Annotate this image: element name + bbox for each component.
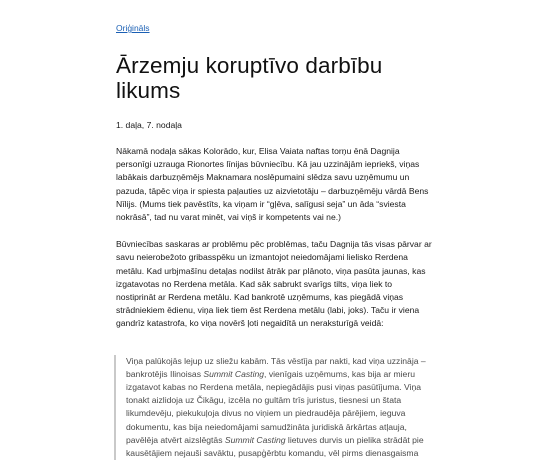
quote-italic-company-1: Summit Casting [203, 368, 265, 379]
chapter-subtitle: 1. daļa, 7. nodaļa [116, 120, 182, 130]
original-source-link[interactable]: Oriģināls [116, 23, 150, 33]
quote-text-part-1: Viņa palūkojās lejup uz sliežu kabām. Tās vēstīja par nakti, kad viņa uzzināja – bankrotējis Ilinoisas [126, 355, 426, 379]
paragraph-1: Nākamā nodaļa sākas Kolorādo, kur, Elisa Vaiata naftas torņu ēnā Dagnija personīgi uzrauga Rionortes līnijas būvniecību. Kā jau uzzinājām iepriekš, viņas labākais darbuzņēmējs Maknamara noslēpumaini slēdza savu uzņēmumu un pazuda, tāpēc viņa ir spiesta paļauties uz aizvietotāju – darbuzņēmēju vārdā Bens Nīlijs. (Mums tiek pavēstīts, ka viņam ir “gļēva, salīgusi seja” un āda “sviesta nokrāsā”, tad nu varat minēt, vai viņš ir kompetents vai ne.) [116, 146, 429, 223]
article-title: Ārzemju koruptīvo darbību likums [116, 53, 383, 103]
quote-text-part-2: , vienīgais uzņēmums, kas bija ar mieru izgatavot kabas no Rerdena metāla, nepiegādājis pusi viņas pasūtījuma. Viņa tonakt aizlidoja uz Čikāgu, izcēla no gultām trīs juristus, tiesnesi un štata likumdevēju, piekukuļoja divus no viņiem un piedraudēja pārējiem, ieguva dokumentu, kas bija neiedomājami samudžināta juridiskā ārkārtas atļauja, pavēlēja atvērt aizslēgtās [126, 368, 422, 445]
article [116, 18, 434, 476]
quote-italic-company-2: Summit Casting [224, 434, 286, 445]
blockquote [114, 355, 434, 461]
quote-text [126, 355, 434, 461]
paragraph-2: Būvniecības saskaras ar problēmu pēc problēmas, taču Dagnija tās visas pārvar ar savu neierobežoto gribasspēku un izmantojot neiedomājami lielisko Rerdena metālu. Kad urbjmašīnu detaļas nodilst ātrāk par plānoto, viņa pasūta jaunas, kas izgatavotas no Rerdena metāla. Kad sāk sabrukt svarīgs tilts, viņa liek to nostiprināt ar Rerdena metālu. Kad bankrotē uzņēmums, kas piegādā viņas strādniekiem ēdienu, viņa liek tiem ēst Rerdena metālu (labi, joks). Taču ir viena gandrīz katastrofa, ko viņa novērš ļoti negaidītā un neraksturīgā veidā: [116, 239, 432, 329]
quote-text-part-3: lietuves durvis un pielika strādāt pie kausētājiem nejauši savāktu, pusapģērbtu komandu, vēl pirms dienasgaisma [126, 434, 424, 459]
